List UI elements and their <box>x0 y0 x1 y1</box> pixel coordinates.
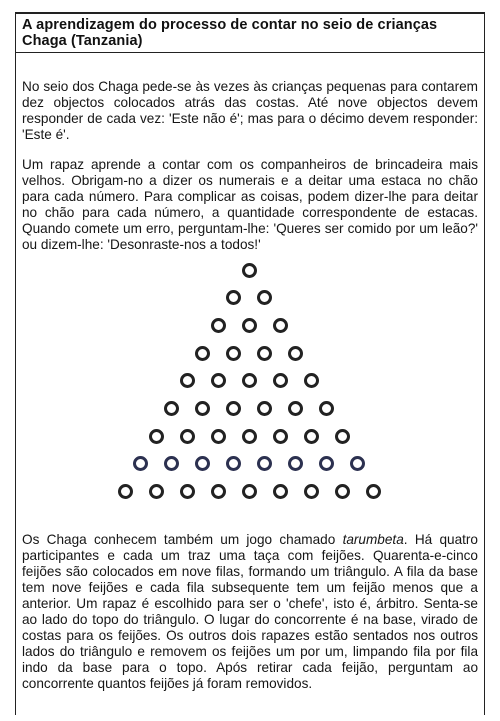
bean <box>288 456 303 471</box>
bean <box>226 290 241 305</box>
bean <box>273 373 288 388</box>
bean <box>180 373 195 388</box>
bean <box>133 456 148 471</box>
paragraph-3-start: Os Chaga conhecem também um jogo chamado <box>22 532 343 547</box>
bean <box>195 456 210 471</box>
bean <box>211 318 226 333</box>
article-header <box>16 14 484 53</box>
paragraph-2: Um rapaz aprende a contar com os companheiros de brincadeira mais velhos. Obrigam-no a dizer os numerais e a deitar uma estaca no chão para cada número. Para complicar as coisas, podem dizer-lhe para deitar no chão para cada número, a quantidade correspondente de estacas. Quando comete um erro, perguntam-lhe: 'Queres ser comido por um leão?' ou dizem-lhe: 'Desonraste-nos a todos!' <box>22 157 478 252</box>
bean <box>257 290 272 305</box>
article-title: A aprendizagem do processo de contar no seio de crianças Chaga (Tanzania) <box>22 17 438 49</box>
bean <box>257 346 272 361</box>
bean <box>226 456 241 471</box>
bean <box>319 456 334 471</box>
bean <box>273 484 288 499</box>
bean <box>273 429 288 444</box>
bean <box>164 456 179 471</box>
bean <box>335 484 350 499</box>
paragraph-3-rest: . Há quatro participantes e cada um traz uma taça com feijões. Quarenta-e-cinco feijões são colocados em nove filas, formando um triângulo. A fila da base tem nove feijões e cada fila subsequente tem um feijão menos que a anterior. Um rapaz é escolhido para ser o 'chefe', isto é, árbitro. Senta-se ao lado do topo do triângulo. O lugar do concorrente é na base, virado de costas para os feijões. Os outros dois rapazes estão sentados nos outros lados do triângulo e removem os feijões um por um, limpando fila por fila indo da base para o topo. Após retirar cada feijão, perguntam ao concorrente quantos feijões já foram removidos. <box>22 532 478 691</box>
bean <box>195 346 210 361</box>
bean <box>164 401 179 416</box>
bean <box>304 373 319 388</box>
bean <box>304 429 319 444</box>
paragraph-1: No seio dos Chaga pede-se às vezes às crianças pequenas para contarem dez objectos colocados atrás das costas. Até nove objectos devem responder de cada vez: 'Este não é'; mas para o décimo devem responder: 'Este é'. <box>22 79 478 142</box>
article-frame <box>15 12 485 715</box>
bean <box>149 429 164 444</box>
bean <box>211 429 226 444</box>
bean <box>242 429 257 444</box>
bean <box>350 456 365 471</box>
bean <box>366 484 381 499</box>
bean <box>335 429 350 444</box>
bean <box>288 401 303 416</box>
bean <box>319 401 334 416</box>
bean <box>226 346 241 361</box>
bean <box>149 484 164 499</box>
bean <box>242 373 257 388</box>
bean <box>226 401 241 416</box>
bean <box>242 318 257 333</box>
bean <box>257 401 272 416</box>
bean <box>257 456 272 471</box>
bean <box>273 318 288 333</box>
bean <box>180 484 195 499</box>
bean <box>242 484 257 499</box>
paragraph-3 <box>22 532 478 692</box>
bean <box>211 484 226 499</box>
bean <box>180 429 195 444</box>
bean <box>211 373 226 388</box>
game-name: tarumbeta <box>342 532 404 547</box>
bean <box>242 263 257 278</box>
bean <box>304 484 319 499</box>
bean <box>195 401 210 416</box>
bean <box>118 484 133 499</box>
bean <box>288 346 303 361</box>
